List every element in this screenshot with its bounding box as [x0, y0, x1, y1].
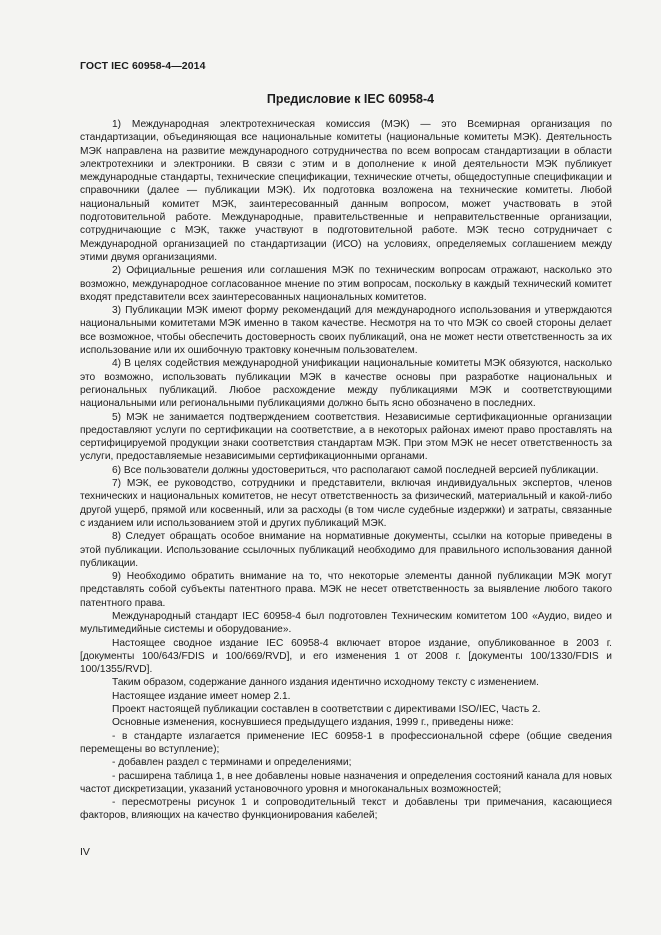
list-item-change-3: - расширена таблица 1, в нее добавлены новые назначения и определения состояний канала для новых частот дискретизации, указаний установочного уровня и многоканальных возможностей;	[80, 770, 612, 795]
paragraph-9: 9) Необходимо обратить внимание на то, что некоторые элементы данной публикации МЭК могут представлять собой субъекты патентного права. МЭК не несет ответственность за выявление любого такого патентного права.	[80, 571, 612, 609]
paragraph-6: 6) Все пользователи должны удостовериться, что располагают самой последней версией публикации.	[112, 464, 599, 476]
paragraph-8: 8) Следует обращать особое внимание на нормативные документы, ссылки на которые приведены в этой публикации. Использование ссылочных публикаций необходимо для правильного использования данной публикации.	[80, 531, 612, 569]
list-item-change-4: - пересмотрены рисунок 1 и сопроводительный текст и добавлены три примечания, касающиеся факторов, влияющих на качество функционирования кабелей;	[80, 797, 612, 822]
paragraph-changes-intro: Основные изменения, коснувшиеся предыдущего издания, 1999 г., приведены ниже:	[112, 717, 514, 729]
document-header: ГОСТ IEC 60958-4—2014	[80, 60, 206, 72]
list-item-change-2: - добавлен раздел с терминами и определениями;	[112, 757, 352, 769]
paragraph-standard: Международный стандарт IEC 60958-4 был подготовлен Техническим комитетом 100 «Аудио, видео и мультимедийные системы и оборудование».	[80, 610, 612, 636]
list-item-change-1: - в стандарте излагается применение IEC 60958-1 в профессиональной сфере (общие сведения перемещены во вступление);	[80, 730, 612, 755]
paragraph-number: Настоящее издание имеет номер 2.1.	[112, 690, 291, 702]
paragraph-5: 5) МЭК не занимается подтверждением соответствия. Независимые сертификационные организации предоставляют услуги по сертификации на соответствие, а в некоторых районах имеют право проставлять на сертифицируемой продукции знаки соответствия стандартам МЭК. При этом МЭК не несет ответственность за услуги, предоставляемые независимыми сертификационными органами.	[80, 411, 612, 463]
paragraph-directives: Проект настоящей публикации составлен в соответствии с директивами ISO/IEC, Часть 2.	[112, 704, 541, 716]
section-title: Предисловие к IEC 60958-4	[266, 92, 435, 106]
paragraph-2: 2) Официальные решения или соглашения МЭК по техническим вопросам отражают, насколько это возможно, международное согласованное мнение по этим вопросам, поскольку в каждый технический комитет входят представители всех заинтересованных национальных комитетов.	[80, 265, 612, 303]
paragraph-edition: Настоящее сводное издание IEC 60958-4 включает второе издание, опубликованное в 2003 г. [документы 100/643/FDIS и 100/669/RVD], и его изменения 1 от 2008 г. [документы 100/1330/FDIS и 100/1355/RVD].	[80, 637, 612, 676]
paragraph-identical: Таким образом, содержание данного издания идентично исходному тексту с изменением.	[112, 677, 540, 689]
paragraph-1: 1) Международная электротехническая комиссия (МЭК) — это Всемирная организация по стандартизации, объединяющая все национальные комитеты (национальные комитеты МЭК). Деятельность МЭК направлена на развитие международного сотрудничества по всем вопросам стандартизации в области электротехники и электроники. В связи с этим и в дополнение к иной деятельности МЭК публикует международные стандарты, технические спецификации, технические отчеты, общедоступные спецификации и справочники (далее — публикации МЭК). Их подготовка возложена на технические комитеты. Любой национальный комитет МЭК, заинтересованный данным вопросом, может участвовать в этой подготовительной работе. Международные, правительственные и неправительственные организации, сотрудничающие с МЭК, также участвуют в подготовительной работе. МЭК тесно сотрудничает с Международной организацией по стандартизации (ИСО) на условиях, определяемых соглашением между этими двумя организациями.	[80, 119, 612, 263]
paragraph-7: 7) МЭК, ее руководство, сотрудники и представители, включая индивидуальных экспертов, членов технических и национальных комитетов, не несут ответственность за физический, материальный и какой-либо другой ущерб, прямой или косвенный, или за расходы (в том числе судебные издержки) и затраты, связанные с изданием или использованием этой и других публикаций МЭК.	[80, 478, 612, 529]
paragraph-3: 3) Публикации МЭК имеют форму рекомендаций для международного использования и утверждаются национальными комитетами МЭК именно в таком качестве. Несмотря на то что МЭК со своей стороны делает все возможное, чтобы обеспечить достоверность своих публикаций, она не может нести ответственность за их использование или их ошибочную трактовку конечным пользователем.	[80, 305, 612, 357]
section-body	[80, 118, 612, 823]
page-number: IV	[80, 846, 90, 858]
paragraph-4: 4) В целях содействия международной унификации национальные комитеты МЭК обязуются, насколько это возможно, использовать публикации МЭК в качестве основы при разработке национальных и региональных публикаций. Любое расхождение между публикациями МЭК и соответствующими национальными или региональными публикациями должно быть ясно обозначено в последних.	[80, 358, 612, 410]
